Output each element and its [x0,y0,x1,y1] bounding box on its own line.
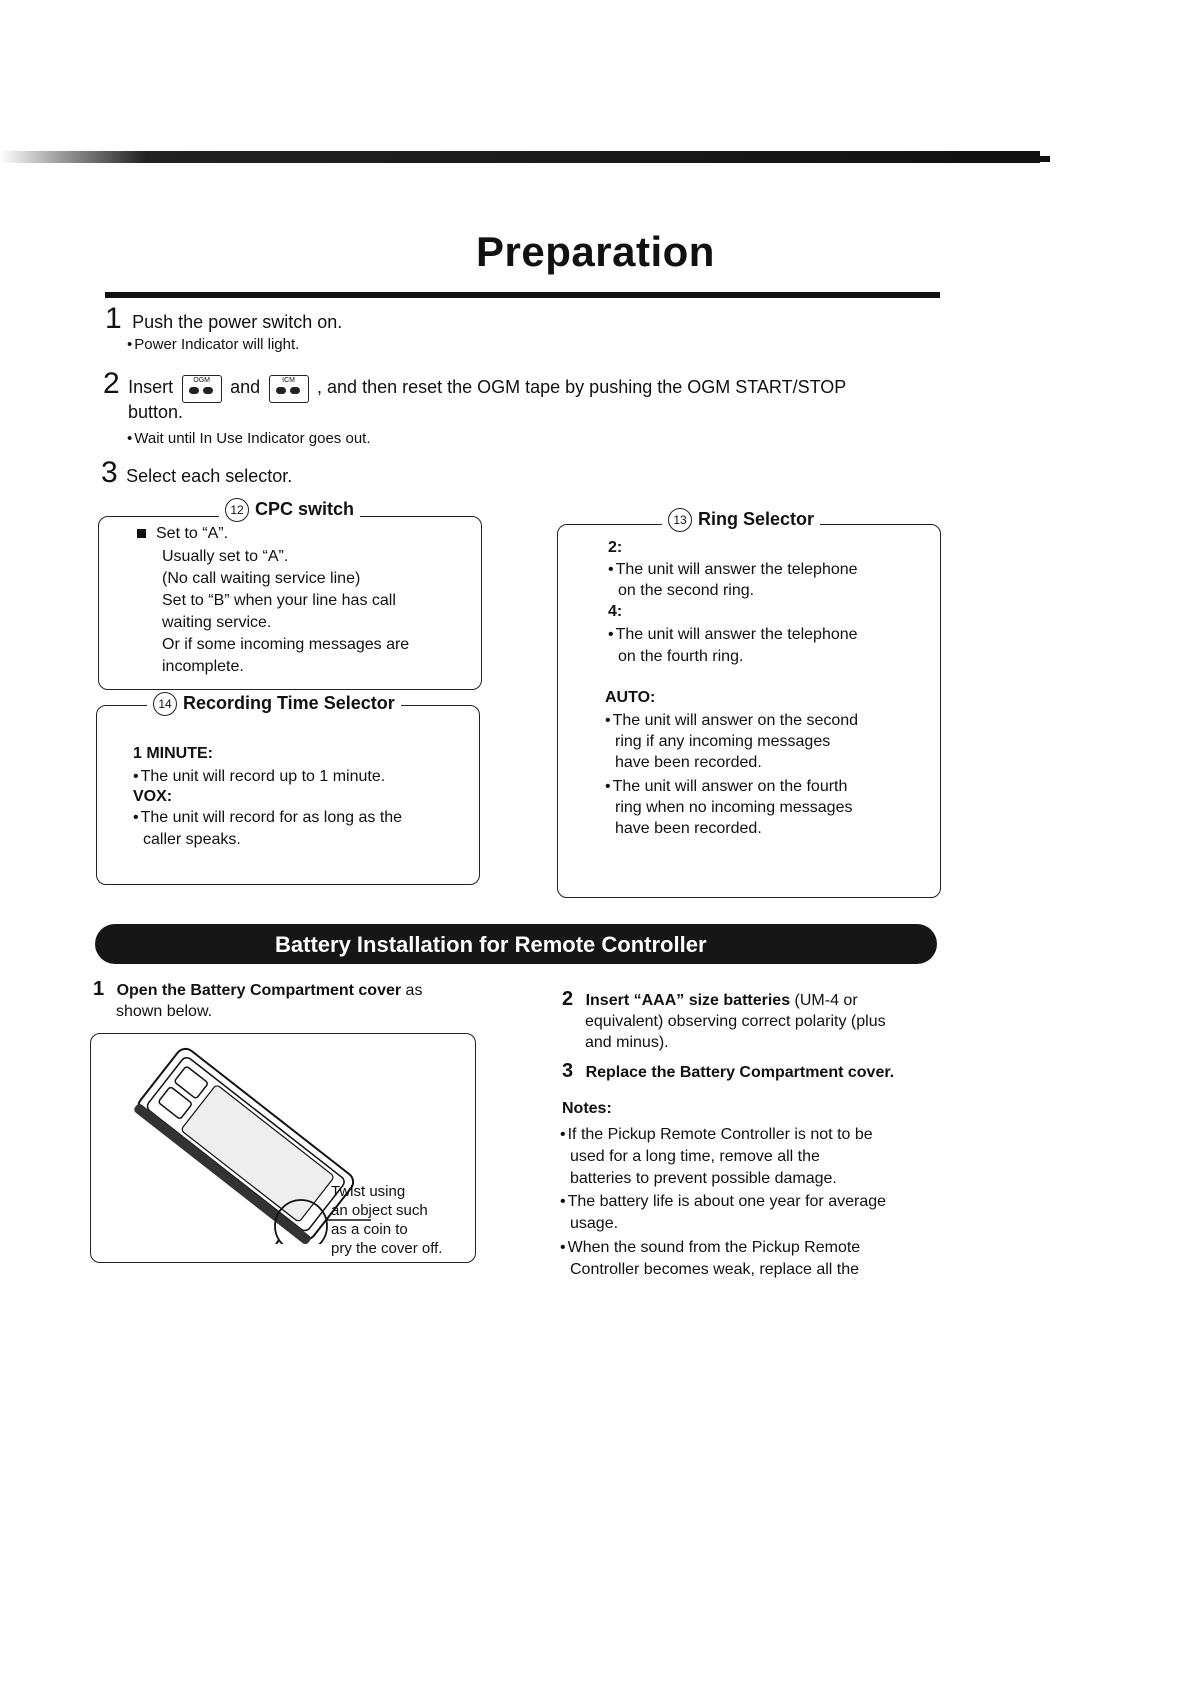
battery-step-3-bold: Replace the Battery Compartment cover. [585,1064,895,1081]
battery-section-title: Battery Installation for Remote Controller [275,932,707,957]
ring-number-badge: 13 [668,508,692,532]
step-1-number: 1 [105,302,122,335]
top-rule-tail [1020,156,1050,162]
battery-step-2-line2: equivalent) observing correct polarity (plus [585,1013,886,1030]
ring-text-auto-1b: ring if any incoming messages [615,733,831,750]
note-2-line-1 [560,1193,886,1211]
title-underline [105,292,940,298]
illustration-caption [331,1182,442,1258]
cpc-line-5: waiting service. [162,614,272,631]
battery-step-3 [562,1060,894,1083]
step-2-and: and [230,377,261,397]
ogm-tape-label: OGM [193,376,210,384]
ring-text-auto-2b: ring when no incoming messages [615,799,853,816]
notes-title: Notes: [562,1100,612,1117]
ring-heading-auto: AUTO: [605,689,656,706]
caption-line-3: as a coin to [331,1221,408,1238]
top-rule [0,151,1040,163]
battery-step-1-rest: as [405,982,423,999]
ring-text-auto-1c: have been recorded. [615,754,762,771]
ring-text-auto-2c: have been recorded. [615,820,762,837]
note-1-line-1-text: If the Pickup Remote Controller is not to be [567,1126,873,1143]
step-1-text: Push the power switch on. [132,312,343,332]
recording-time-box [96,692,480,885]
battery-step-1 [93,978,422,1001]
page-title: Preparation [476,228,715,275]
cpc-title-text: CPC switch [255,498,355,519]
ring-selector-box [557,508,941,898]
cpc-line-2: Usually set to “A”. [162,548,289,565]
ring-text-auto-2a-value: The unit will answer on the fourth [612,778,848,795]
ring-text-4a-value: The unit will answer the telephone [615,626,858,643]
step-1 [105,302,342,336]
recording-text-2-value: The unit will record for as long as the [140,809,403,826]
step-2-number: 2 [103,367,120,400]
recording-heading-2: VOX: [133,788,173,805]
step-1-note-text: Power Indicator will light. [134,336,300,353]
ring-title-text: Ring Selector [698,508,815,529]
recording-heading-1: 1 MINUTE: [133,745,213,762]
recording-time-title [147,692,401,716]
recording-number-badge: 14 [153,692,177,716]
note-2-line-1-text: The battery life is about one year for average [567,1193,887,1210]
battery-step-1-line2: shown below. [116,1003,213,1020]
caption-line-2: an object such [331,1202,428,1219]
battery-step-2-rest: (UM-4 or [794,992,858,1009]
square-bullet-icon [137,529,146,538]
battery-step-2-line3: and minus). [585,1034,669,1051]
ring-selector-title [662,508,820,532]
ring-text-auto-2a [605,776,847,798]
ring-text-auto-1a-value: The unit will answer on the second [612,712,859,729]
note-3-line-1 [560,1239,860,1257]
step-2-suffix: , and then reset the OGM tape by pushing the OGM START/STOP [317,377,847,397]
battery-step-2-bold: Insert “AAA” size batteries [585,992,791,1009]
recording-text-1 [133,766,385,788]
step-3-text: Select each selector. [126,466,293,486]
cpc-line-1-text: Set to “A”. [156,525,229,542]
note-1-line-2: used for a long time, remove all the [570,1148,820,1165]
note-2-line-2: usage. [570,1215,619,1232]
note-1-line-1 [560,1126,873,1144]
cpc-line-6: Or if some incoming messages are [162,636,410,653]
ring-text-2a [608,559,858,581]
step-2 [103,367,963,403]
battery-step-1-number: 1 [93,978,105,1000]
battery-step-3-number: 3 [562,1060,574,1082]
battery-step-2 [562,988,858,1011]
ring-text-4a [608,624,858,646]
icm-tape-icon [269,375,309,403]
step-2-suffix-line2: button. [128,402,184,422]
step-3 [101,456,292,490]
step-2-note [127,430,371,447]
icm-tape-label: ICM [282,376,295,384]
ogm-tape-icon [182,375,222,403]
cpc-switch-title [219,498,360,522]
ring-text-4b: on the fourth ring. [618,648,744,665]
cpc-line-7: incomplete. [162,658,244,675]
step-2-prefix: Insert [128,377,174,397]
ring-text-2a-value: The unit will answer the telephone [615,561,858,578]
cpc-line-3: (No call waiting service line) [162,570,361,587]
step-2-note-text: Wait until In Use Indicator goes out. [134,430,371,447]
battery-step-2-number: 2 [562,988,574,1010]
battery-section-header [95,924,937,964]
cpc-switch-box [98,498,482,690]
recording-title-text: Recording Time Selector [183,692,395,713]
caption-line-4: pry the cover off. [331,1240,443,1257]
recording-text-1-value: The unit will record up to 1 minute. [140,768,386,785]
recording-text-2 [133,807,402,829]
caption-line-1: Twist using [331,1183,406,1200]
step-3-number: 3 [101,456,118,489]
cpc-line-4: Set to “B” when your line has call [162,592,396,609]
ring-heading-2: 2: [608,539,623,556]
ring-text-auto-1a [605,710,858,732]
ring-heading-4: 4: [608,603,623,620]
recording-text-2b: caller speaks. [143,831,241,848]
cpc-line-1 [137,523,228,545]
battery-step-1-bold: Open the Battery Compartment cover [116,982,402,999]
ring-text-2b: on the second ring. [618,582,755,599]
note-1-line-3: batteries to prevent possible damage. [570,1170,837,1187]
step-1-note [127,336,299,353]
note-3-line-1-text: When the sound from the Pickup Remote [567,1239,861,1256]
battery-illustration-box [90,1033,476,1263]
note-3-line-2: Controller becomes weak, replace all the [570,1261,860,1278]
cpc-number-badge: 12 [225,498,249,522]
